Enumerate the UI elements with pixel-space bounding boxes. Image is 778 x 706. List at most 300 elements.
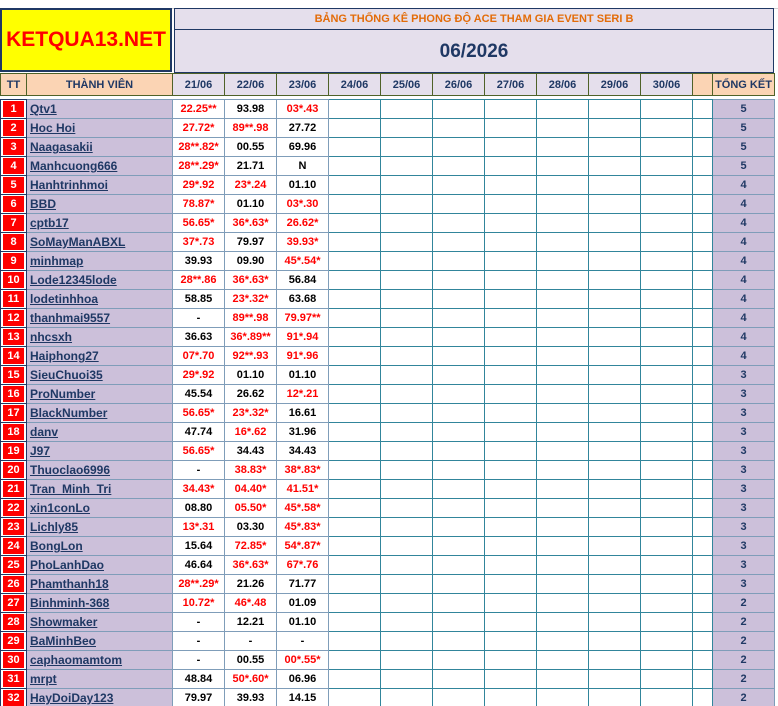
empty-score-cell[interactable] bbox=[433, 328, 485, 347]
empty-score-cell[interactable] bbox=[589, 195, 641, 214]
total-cell[interactable]: 2 bbox=[713, 594, 775, 613]
empty-score-cell[interactable] bbox=[537, 613, 589, 632]
empty-score-cell[interactable] bbox=[329, 480, 381, 499]
score-cell[interactable]: 04.40* bbox=[225, 480, 277, 499]
empty-score-cell[interactable] bbox=[433, 632, 485, 651]
score-cell[interactable]: 06.96 bbox=[277, 670, 329, 689]
empty-score-cell[interactable] bbox=[641, 575, 693, 594]
score-cell[interactable]: 36*.63* bbox=[225, 271, 277, 290]
total-cell[interactable]: 2 bbox=[713, 651, 775, 670]
empty-score-cell[interactable] bbox=[485, 195, 537, 214]
score-cell[interactable]: 36*.63* bbox=[225, 214, 277, 233]
empty-score-cell[interactable] bbox=[329, 442, 381, 461]
empty-score-cell[interactable] bbox=[589, 138, 641, 157]
empty-score-cell[interactable] bbox=[485, 100, 537, 119]
member-name-link[interactable]: cptb17 bbox=[27, 214, 173, 233]
empty-score-cell[interactable] bbox=[433, 347, 485, 366]
empty-score-cell[interactable] bbox=[329, 423, 381, 442]
score-cell[interactable]: 03*.30 bbox=[277, 195, 329, 214]
member-name-link[interactable]: Thuoclao6996 bbox=[27, 461, 173, 480]
member-name-link[interactable]: xin1conLo bbox=[27, 499, 173, 518]
empty-score-cell[interactable] bbox=[641, 157, 693, 176]
member-name-link[interactable]: minhmap bbox=[27, 252, 173, 271]
score-cell[interactable]: 12.21 bbox=[225, 613, 277, 632]
empty-score-cell[interactable] bbox=[329, 100, 381, 119]
member-name-link[interactable]: Tran_Minh_Tri bbox=[27, 480, 173, 499]
empty-score-cell[interactable] bbox=[329, 157, 381, 176]
empty-score-cell[interactable] bbox=[589, 613, 641, 632]
score-cell[interactable]: 93.98 bbox=[225, 100, 277, 119]
empty-score-cell[interactable] bbox=[537, 214, 589, 233]
empty-score-cell[interactable] bbox=[589, 385, 641, 404]
empty-score-cell[interactable] bbox=[485, 480, 537, 499]
empty-score-cell[interactable] bbox=[381, 518, 433, 537]
member-name-link[interactable]: BBD bbox=[27, 195, 173, 214]
empty-score-cell[interactable] bbox=[537, 385, 589, 404]
empty-score-cell[interactable] bbox=[537, 176, 589, 195]
total-cell[interactable]: 2 bbox=[713, 632, 775, 651]
empty-score-cell[interactable] bbox=[433, 537, 485, 556]
empty-score-cell[interactable] bbox=[485, 442, 537, 461]
empty-score-cell[interactable] bbox=[589, 651, 641, 670]
empty-score-cell[interactable] bbox=[381, 575, 433, 594]
score-cell[interactable]: 27.72 bbox=[277, 119, 329, 138]
empty-score-cell[interactable] bbox=[537, 328, 589, 347]
score-cell[interactable]: 79.97 bbox=[173, 689, 225, 706]
score-cell[interactable]: 31.96 bbox=[277, 423, 329, 442]
empty-score-cell[interactable] bbox=[485, 556, 537, 575]
score-cell[interactable]: 56.84 bbox=[277, 271, 329, 290]
empty-score-cell[interactable] bbox=[485, 176, 537, 195]
empty-score-cell[interactable] bbox=[589, 594, 641, 613]
score-cell[interactable]: - bbox=[173, 461, 225, 480]
score-cell[interactable]: 10.72* bbox=[173, 594, 225, 613]
score-cell[interactable]: 38.83* bbox=[225, 461, 277, 480]
empty-score-cell[interactable] bbox=[485, 613, 537, 632]
empty-score-cell[interactable] bbox=[329, 594, 381, 613]
empty-score-cell[interactable] bbox=[641, 100, 693, 119]
empty-score-cell[interactable] bbox=[433, 689, 485, 706]
empty-score-cell[interactable] bbox=[537, 423, 589, 442]
empty-score-cell[interactable] bbox=[381, 404, 433, 423]
empty-score-cell[interactable] bbox=[381, 290, 433, 309]
empty-score-cell[interactable] bbox=[537, 404, 589, 423]
score-cell[interactable]: 00*.55* bbox=[277, 651, 329, 670]
score-cell[interactable]: 23*.32* bbox=[225, 290, 277, 309]
empty-score-cell[interactable] bbox=[433, 214, 485, 233]
empty-score-cell[interactable] bbox=[485, 689, 537, 706]
empty-score-cell[interactable] bbox=[329, 271, 381, 290]
score-cell[interactable]: 38*.83* bbox=[277, 461, 329, 480]
empty-score-cell[interactable] bbox=[433, 290, 485, 309]
score-cell[interactable]: 15.64 bbox=[173, 537, 225, 556]
score-cell[interactable]: 09.90 bbox=[225, 252, 277, 271]
score-cell[interactable]: 91*.94 bbox=[277, 328, 329, 347]
empty-score-cell[interactable] bbox=[485, 651, 537, 670]
empty-score-cell[interactable] bbox=[329, 461, 381, 480]
empty-score-cell[interactable] bbox=[589, 214, 641, 233]
empty-score-cell[interactable] bbox=[433, 195, 485, 214]
empty-score-cell[interactable] bbox=[381, 309, 433, 328]
score-cell[interactable]: 01.10 bbox=[225, 366, 277, 385]
empty-score-cell[interactable] bbox=[329, 252, 381, 271]
score-cell[interactable]: 26.62 bbox=[225, 385, 277, 404]
empty-score-cell[interactable] bbox=[589, 347, 641, 366]
empty-score-cell[interactable] bbox=[329, 556, 381, 575]
empty-score-cell[interactable] bbox=[381, 442, 433, 461]
score-cell[interactable]: - bbox=[225, 632, 277, 651]
empty-score-cell[interactable] bbox=[589, 176, 641, 195]
empty-score-cell[interactable] bbox=[537, 594, 589, 613]
empty-score-cell[interactable] bbox=[381, 176, 433, 195]
member-name-link[interactable]: Manhcuong666 bbox=[27, 157, 173, 176]
empty-score-cell[interactable] bbox=[537, 651, 589, 670]
score-cell[interactable]: 54*.87* bbox=[277, 537, 329, 556]
empty-score-cell[interactable] bbox=[641, 423, 693, 442]
empty-score-cell[interactable] bbox=[485, 309, 537, 328]
score-cell[interactable]: 45.54 bbox=[173, 385, 225, 404]
empty-score-cell[interactable] bbox=[433, 252, 485, 271]
empty-score-cell[interactable] bbox=[537, 442, 589, 461]
empty-score-cell[interactable] bbox=[537, 195, 589, 214]
total-cell[interactable]: 3 bbox=[713, 366, 775, 385]
empty-score-cell[interactable] bbox=[433, 138, 485, 157]
score-cell[interactable]: 21.26 bbox=[225, 575, 277, 594]
score-cell[interactable]: 29*.92 bbox=[173, 176, 225, 195]
empty-score-cell[interactable] bbox=[381, 252, 433, 271]
empty-score-cell[interactable] bbox=[485, 385, 537, 404]
empty-score-cell[interactable] bbox=[485, 119, 537, 138]
total-cell[interactable]: 3 bbox=[713, 556, 775, 575]
score-cell[interactable]: 01.10 bbox=[277, 366, 329, 385]
empty-score-cell[interactable] bbox=[485, 233, 537, 252]
score-cell[interactable]: 92**.93 bbox=[225, 347, 277, 366]
member-name-link[interactable]: lodetinhhoa bbox=[27, 290, 173, 309]
score-cell[interactable]: 16*.62 bbox=[225, 423, 277, 442]
score-cell[interactable]: 01.10 bbox=[277, 176, 329, 195]
score-cell[interactable]: 34.43 bbox=[277, 442, 329, 461]
site-logo[interactable] bbox=[0, 8, 172, 72]
empty-score-cell[interactable] bbox=[329, 670, 381, 689]
empty-score-cell[interactable] bbox=[641, 670, 693, 689]
score-cell[interactable]: 45*.58* bbox=[277, 499, 329, 518]
empty-score-cell[interactable] bbox=[537, 100, 589, 119]
empty-score-cell[interactable] bbox=[537, 157, 589, 176]
empty-score-cell[interactable] bbox=[381, 271, 433, 290]
empty-score-cell[interactable] bbox=[537, 138, 589, 157]
empty-score-cell[interactable] bbox=[433, 100, 485, 119]
empty-score-cell[interactable] bbox=[381, 499, 433, 518]
member-name-link[interactable]: Binhminh-368 bbox=[27, 594, 173, 613]
empty-score-cell[interactable] bbox=[329, 366, 381, 385]
score-cell[interactable]: 34.43 bbox=[225, 442, 277, 461]
total-cell[interactable]: 3 bbox=[713, 385, 775, 404]
empty-score-cell[interactable] bbox=[485, 290, 537, 309]
empty-score-cell[interactable] bbox=[433, 613, 485, 632]
empty-score-cell[interactable] bbox=[641, 309, 693, 328]
total-cell[interactable]: 4 bbox=[713, 176, 775, 195]
empty-score-cell[interactable] bbox=[485, 366, 537, 385]
score-cell[interactable]: 22.25** bbox=[173, 100, 225, 119]
empty-score-cell[interactable] bbox=[641, 366, 693, 385]
empty-score-cell[interactable] bbox=[537, 518, 589, 537]
member-name-link[interactable]: nhcsxh bbox=[27, 328, 173, 347]
empty-score-cell[interactable] bbox=[381, 423, 433, 442]
empty-score-cell[interactable] bbox=[589, 556, 641, 575]
total-cell[interactable]: 5 bbox=[713, 100, 775, 119]
empty-score-cell[interactable] bbox=[641, 214, 693, 233]
empty-score-cell[interactable] bbox=[329, 404, 381, 423]
score-cell[interactable]: - bbox=[173, 613, 225, 632]
empty-score-cell[interactable] bbox=[589, 689, 641, 706]
score-cell[interactable]: 28**.29* bbox=[173, 157, 225, 176]
score-cell[interactable]: 39.93 bbox=[173, 252, 225, 271]
empty-score-cell[interactable] bbox=[485, 537, 537, 556]
score-cell[interactable]: 07*.70 bbox=[173, 347, 225, 366]
score-cell[interactable]: 03*.43 bbox=[277, 100, 329, 119]
score-cell[interactable]: 00.55 bbox=[225, 651, 277, 670]
empty-score-cell[interactable] bbox=[433, 651, 485, 670]
total-cell[interactable]: 3 bbox=[713, 423, 775, 442]
empty-score-cell[interactable] bbox=[433, 670, 485, 689]
score-cell[interactable]: 28**.82* bbox=[173, 138, 225, 157]
empty-score-cell[interactable] bbox=[589, 271, 641, 290]
empty-score-cell[interactable] bbox=[641, 404, 693, 423]
empty-score-cell[interactable] bbox=[537, 670, 589, 689]
empty-score-cell[interactable] bbox=[329, 518, 381, 537]
empty-score-cell[interactable] bbox=[433, 404, 485, 423]
empty-score-cell[interactable] bbox=[589, 290, 641, 309]
score-cell[interactable]: 36*.89** bbox=[225, 328, 277, 347]
score-cell[interactable]: 45*.54* bbox=[277, 252, 329, 271]
empty-score-cell[interactable] bbox=[641, 518, 693, 537]
score-cell[interactable]: 23*.32* bbox=[225, 404, 277, 423]
empty-score-cell[interactable] bbox=[641, 138, 693, 157]
empty-score-cell[interactable] bbox=[537, 119, 589, 138]
score-cell[interactable]: 46*.48 bbox=[225, 594, 277, 613]
score-cell[interactable]: 29*.92 bbox=[173, 366, 225, 385]
member-name-link[interactable]: BlackNumber bbox=[27, 404, 173, 423]
empty-score-cell[interactable] bbox=[329, 347, 381, 366]
empty-score-cell[interactable] bbox=[485, 328, 537, 347]
score-cell[interactable]: 91*.96 bbox=[277, 347, 329, 366]
empty-score-cell[interactable] bbox=[589, 575, 641, 594]
score-cell[interactable]: 45*.83* bbox=[277, 518, 329, 537]
empty-score-cell[interactable] bbox=[537, 499, 589, 518]
empty-score-cell[interactable] bbox=[381, 328, 433, 347]
empty-score-cell[interactable] bbox=[433, 119, 485, 138]
empty-score-cell[interactable] bbox=[329, 233, 381, 252]
empty-score-cell[interactable] bbox=[589, 119, 641, 138]
empty-score-cell[interactable] bbox=[641, 461, 693, 480]
empty-score-cell[interactable] bbox=[433, 499, 485, 518]
empty-score-cell[interactable] bbox=[381, 195, 433, 214]
total-cell[interactable]: 3 bbox=[713, 480, 775, 499]
score-cell[interactable]: - bbox=[173, 651, 225, 670]
empty-score-cell[interactable] bbox=[485, 347, 537, 366]
score-cell[interactable]: 79.97 bbox=[225, 233, 277, 252]
member-name-link[interactable]: Phamthanh18 bbox=[27, 575, 173, 594]
score-cell[interactable]: 39.93 bbox=[225, 689, 277, 706]
empty-score-cell[interactable] bbox=[381, 385, 433, 404]
total-cell[interactable]: 3 bbox=[713, 461, 775, 480]
score-cell[interactable]: 58.85 bbox=[173, 290, 225, 309]
empty-score-cell[interactable] bbox=[329, 138, 381, 157]
empty-score-cell[interactable] bbox=[329, 385, 381, 404]
member-name-link[interactable]: PhoLanhDao bbox=[27, 556, 173, 575]
empty-score-cell[interactable] bbox=[641, 328, 693, 347]
empty-score-cell[interactable] bbox=[485, 461, 537, 480]
total-cell[interactable]: 3 bbox=[713, 499, 775, 518]
total-cell[interactable]: 4 bbox=[713, 233, 775, 252]
empty-score-cell[interactable] bbox=[381, 651, 433, 670]
empty-score-cell[interactable] bbox=[641, 480, 693, 499]
member-name-link[interactable]: Lichly85 bbox=[27, 518, 173, 537]
empty-score-cell[interactable] bbox=[641, 176, 693, 195]
empty-score-cell[interactable] bbox=[329, 290, 381, 309]
score-cell[interactable]: 05.50* bbox=[225, 499, 277, 518]
empty-score-cell[interactable] bbox=[537, 632, 589, 651]
score-cell[interactable]: 21.71 bbox=[225, 157, 277, 176]
member-name-link[interactable]: Haiphong27 bbox=[27, 347, 173, 366]
total-cell[interactable]: 4 bbox=[713, 195, 775, 214]
empty-score-cell[interactable] bbox=[485, 518, 537, 537]
empty-score-cell[interactable] bbox=[329, 575, 381, 594]
total-cell[interactable]: 4 bbox=[713, 214, 775, 233]
empty-score-cell[interactable] bbox=[433, 176, 485, 195]
total-cell[interactable]: 3 bbox=[713, 404, 775, 423]
empty-score-cell[interactable] bbox=[433, 309, 485, 328]
score-cell[interactable]: 28**.86 bbox=[173, 271, 225, 290]
empty-score-cell[interactable] bbox=[589, 328, 641, 347]
score-cell[interactable]: 36.63 bbox=[173, 328, 225, 347]
empty-score-cell[interactable] bbox=[589, 499, 641, 518]
score-cell[interactable]: 63.68 bbox=[277, 290, 329, 309]
empty-score-cell[interactable] bbox=[589, 404, 641, 423]
empty-score-cell[interactable] bbox=[381, 157, 433, 176]
empty-score-cell[interactable] bbox=[589, 309, 641, 328]
score-cell[interactable]: 89**.98 bbox=[225, 309, 277, 328]
empty-score-cell[interactable] bbox=[589, 100, 641, 119]
empty-score-cell[interactable] bbox=[589, 670, 641, 689]
empty-score-cell[interactable] bbox=[433, 233, 485, 252]
member-name-link[interactable]: thanhmai9557 bbox=[27, 309, 173, 328]
score-cell[interactable]: 89**.98 bbox=[225, 119, 277, 138]
empty-score-cell[interactable] bbox=[485, 157, 537, 176]
total-cell[interactable]: 3 bbox=[713, 575, 775, 594]
total-cell[interactable]: 4 bbox=[713, 290, 775, 309]
total-cell[interactable]: 3 bbox=[713, 537, 775, 556]
score-cell[interactable]: 79.97** bbox=[277, 309, 329, 328]
empty-score-cell[interactable] bbox=[537, 271, 589, 290]
score-cell[interactable]: 03.30 bbox=[225, 518, 277, 537]
member-name-link[interactable]: J97 bbox=[27, 442, 173, 461]
score-cell[interactable]: - bbox=[173, 632, 225, 651]
empty-score-cell[interactable] bbox=[589, 537, 641, 556]
score-cell[interactable]: 41.51* bbox=[277, 480, 329, 499]
empty-score-cell[interactable] bbox=[485, 423, 537, 442]
empty-score-cell[interactable] bbox=[381, 537, 433, 556]
score-cell[interactable]: 00.55 bbox=[225, 138, 277, 157]
score-cell[interactable]: 48.84 bbox=[173, 670, 225, 689]
empty-score-cell[interactable] bbox=[329, 499, 381, 518]
empty-score-cell[interactable] bbox=[589, 157, 641, 176]
empty-score-cell[interactable] bbox=[641, 689, 693, 706]
score-cell[interactable]: 56.65* bbox=[173, 214, 225, 233]
empty-score-cell[interactable] bbox=[433, 575, 485, 594]
empty-score-cell[interactable] bbox=[485, 214, 537, 233]
empty-score-cell[interactable] bbox=[641, 271, 693, 290]
empty-score-cell[interactable] bbox=[329, 309, 381, 328]
empty-score-cell[interactable] bbox=[641, 632, 693, 651]
empty-score-cell[interactable] bbox=[329, 651, 381, 670]
empty-score-cell[interactable] bbox=[589, 366, 641, 385]
score-cell[interactable]: 16.61 bbox=[277, 404, 329, 423]
member-name-link[interactable]: Lode12345lode bbox=[27, 271, 173, 290]
empty-score-cell[interactable] bbox=[329, 632, 381, 651]
empty-score-cell[interactable] bbox=[329, 195, 381, 214]
empty-score-cell[interactable] bbox=[381, 613, 433, 632]
empty-score-cell[interactable] bbox=[433, 480, 485, 499]
empty-score-cell[interactable] bbox=[329, 689, 381, 706]
empty-score-cell[interactable] bbox=[641, 252, 693, 271]
empty-score-cell[interactable] bbox=[589, 518, 641, 537]
empty-score-cell[interactable] bbox=[641, 233, 693, 252]
score-cell[interactable]: 50*.60* bbox=[225, 670, 277, 689]
empty-score-cell[interactable] bbox=[537, 347, 589, 366]
empty-score-cell[interactable] bbox=[641, 347, 693, 366]
score-cell[interactable]: 12*.21 bbox=[277, 385, 329, 404]
empty-score-cell[interactable] bbox=[381, 461, 433, 480]
empty-score-cell[interactable] bbox=[381, 670, 433, 689]
empty-score-cell[interactable] bbox=[589, 233, 641, 252]
score-cell[interactable]: 08.80 bbox=[173, 499, 225, 518]
score-cell[interactable]: 72.85* bbox=[225, 537, 277, 556]
empty-score-cell[interactable] bbox=[381, 594, 433, 613]
score-cell[interactable]: - bbox=[173, 309, 225, 328]
empty-score-cell[interactable] bbox=[485, 252, 537, 271]
empty-score-cell[interactable] bbox=[589, 442, 641, 461]
empty-score-cell[interactable] bbox=[537, 537, 589, 556]
score-cell[interactable]: 13*.31 bbox=[173, 518, 225, 537]
total-cell[interactable]: 5 bbox=[713, 138, 775, 157]
score-cell[interactable]: 27.72* bbox=[173, 119, 225, 138]
score-cell[interactable]: 67*.76 bbox=[277, 556, 329, 575]
score-cell[interactable]: 23*.24 bbox=[225, 176, 277, 195]
empty-score-cell[interactable] bbox=[589, 461, 641, 480]
empty-score-cell[interactable] bbox=[381, 138, 433, 157]
total-cell[interactable]: 5 bbox=[713, 157, 775, 176]
empty-score-cell[interactable] bbox=[329, 328, 381, 347]
total-cell[interactable]: 5 bbox=[713, 119, 775, 138]
empty-score-cell[interactable] bbox=[433, 157, 485, 176]
score-cell[interactable]: N bbox=[277, 157, 329, 176]
empty-score-cell[interactable] bbox=[537, 556, 589, 575]
score-cell[interactable]: 39.93* bbox=[277, 233, 329, 252]
empty-score-cell[interactable] bbox=[381, 347, 433, 366]
empty-score-cell[interactable] bbox=[537, 309, 589, 328]
total-cell[interactable]: 4 bbox=[713, 328, 775, 347]
empty-score-cell[interactable] bbox=[589, 632, 641, 651]
total-cell[interactable]: 4 bbox=[713, 309, 775, 328]
empty-score-cell[interactable] bbox=[641, 385, 693, 404]
total-cell[interactable]: 2 bbox=[713, 670, 775, 689]
score-cell[interactable]: 01.09 bbox=[277, 594, 329, 613]
member-name-link[interactable]: BongLon bbox=[27, 537, 173, 556]
score-cell[interactable]: 71.77 bbox=[277, 575, 329, 594]
total-cell[interactable]: 3 bbox=[713, 518, 775, 537]
empty-score-cell[interactable] bbox=[641, 195, 693, 214]
